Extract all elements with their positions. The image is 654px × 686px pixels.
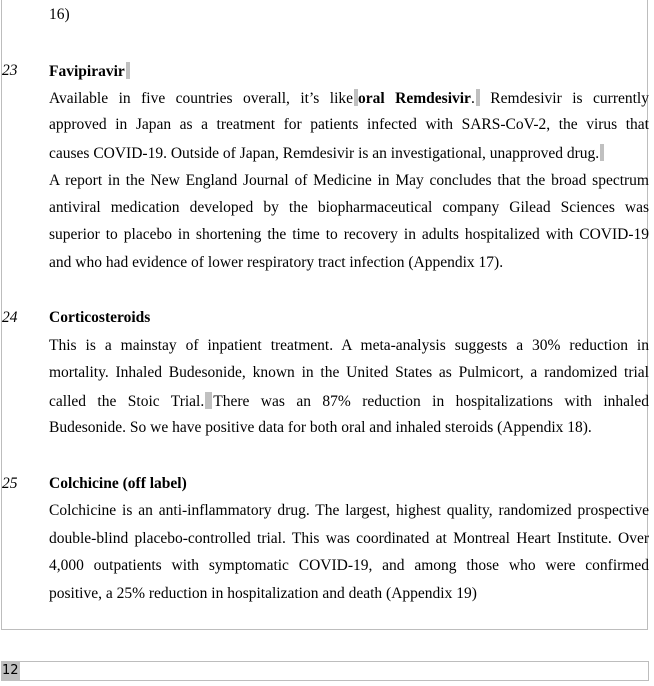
body-line	[49, 144, 649, 163]
heading-text: Favipiravir	[49, 63, 125, 80]
paragraph-mark	[476, 89, 480, 106]
body-line: A report in the New England Journal of Medicine in May concludes that the broad spectrum	[49, 172, 649, 189]
body-line: mortality. Inhaled Budesonide, known in the United States as Pulmicort, a randomized trial	[49, 364, 649, 381]
continuation-text: 16)	[49, 6, 70, 23]
body-line: positive, a 25% reduction in hospitalization and death (Appendix 19)	[49, 585, 477, 602]
body-line: This is a mainstay of inpatient treatment. A meta-analysis suggests a 30% reduction in	[49, 337, 649, 354]
text-run: There was an 87% reduction in hospitalizations with inhaled	[213, 393, 649, 410]
body-line: antiviral medication developed by the biopharmaceutical company Gilead Sciences was	[49, 199, 649, 216]
heading-text: Colchicine (off label)	[49, 475, 187, 492]
heading-text: Corticosteroids	[49, 309, 151, 326]
body-line: 4,000 outpatients with symptomatic COVID-19, and among those who were confirmed	[49, 557, 649, 574]
text-run: called the Stoic Trial.	[49, 393, 205, 410]
paragraph-mark	[126, 62, 130, 79]
bold-text-run: oral Remdesivir	[358, 90, 471, 107]
body-line	[49, 392, 649, 411]
text-run: causes COVID-19. Outside of Japan, Remdesivir is an investigational, unapproved drug.	[49, 145, 600, 162]
body-line: Budesonide. So we have positive data for both oral and inhaled steroids (Appendix 18).	[49, 419, 592, 436]
line-number-24: 24	[2, 309, 18, 326]
body-line: double-blind placebo-controlled trial. This was coordinated at Montreal Heart Institute. Over	[49, 530, 649, 547]
paragraph-mark	[205, 392, 212, 409]
section-heading-favipiravir	[49, 62, 649, 81]
line-number-25: 25	[2, 475, 18, 492]
section-heading-corticosteroids	[49, 309, 649, 327]
text-run: .	[470, 90, 475, 107]
body-line: and who had evidence of lower respiratory tract infection (Appendix 17).	[49, 254, 504, 271]
text-run: Available in five countries overall, it’s like	[49, 90, 354, 107]
text-run: Remdesivir is currently	[490, 90, 649, 107]
line-number-23: 23	[2, 62, 18, 79]
body-line: superior to placebo in shortening the time to recovery in adults hospitalized with COVID-19	[49, 226, 649, 243]
body-line: approved in Japan as a treatment for patients infected with SARS-CoV-2, the virus that	[49, 116, 649, 133]
body-line: Colchicine is an anti-inflammatory drug. The largest, highest quality, randomized prospective	[49, 502, 649, 519]
page-number: 12	[1, 661, 20, 681]
body-line	[49, 89, 649, 108]
footer-box	[1, 661, 649, 681]
paragraph-mark	[600, 144, 604, 161]
section-heading-colchicine	[49, 475, 649, 493]
